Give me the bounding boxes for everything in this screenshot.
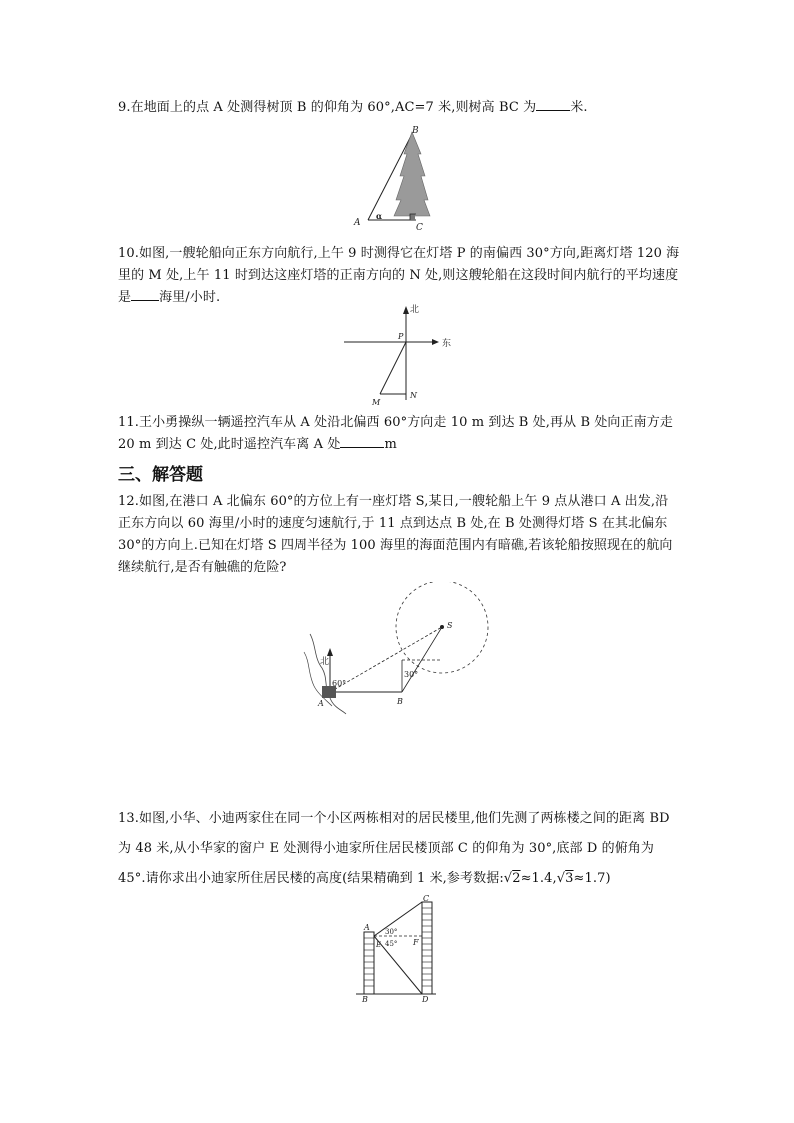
- q9-text: 9.在地面上的点 A 处测得树顶 B 的仰角为 60°,AC=7 米,则树高 BC 为: [118, 100, 537, 115]
- building-left: [364, 932, 374, 994]
- q10-compass-figure: [340, 302, 460, 410]
- q12-label-a: A: [318, 699, 324, 708]
- q10-answer-blank[interactable]: [131, 288, 159, 301]
- q13-label-a: A: [364, 923, 370, 932]
- q13-label-b: B: [362, 995, 368, 1004]
- q10-text-end: 海里/小时.: [159, 290, 221, 305]
- q9-answer-blank[interactable]: [536, 98, 570, 111]
- sqrt-symbol: √: [503, 871, 513, 886]
- q9-label-b: B: [412, 126, 419, 136]
- q13-sqrt3: 3: [565, 871, 574, 886]
- q11-answer-blank[interactable]: [340, 435, 384, 448]
- q13-label-angle30: 30°: [385, 928, 398, 936]
- q13-label-c: C: [423, 894, 430, 903]
- question-13: [118, 804, 680, 894]
- q9-label-alpha: α: [376, 211, 383, 221]
- sqrt-symbol: √: [556, 871, 566, 886]
- q11-text: 11.王小勇操纵一辆遥控汽车从 A 处沿北偏西 60°方向走 10 m 到达 B 处,再从 B 处向正南方走 20 m 到达 C 处,此时遥控汽车离 A 处: [118, 415, 673, 452]
- q10-label-n: N: [410, 391, 417, 400]
- q13-label-d: D: [422, 995, 429, 1004]
- q12-label-b: B: [397, 697, 403, 706]
- q10-label-east: 东: [442, 339, 452, 349]
- q10-label-m: M: [372, 398, 381, 407]
- q9-tree-figure: [346, 124, 446, 232]
- q10-label-p: P: [398, 332, 404, 341]
- q12-port-figure: [296, 582, 496, 720]
- q10-label-north: 北: [410, 305, 420, 315]
- q13-sqrt2: 2: [512, 871, 521, 886]
- question-11: [118, 412, 680, 456]
- question-9: [118, 97, 680, 119]
- q12-label-north: 北: [320, 657, 330, 667]
- q12-label-angle30: 30°: [404, 670, 419, 679]
- q10-text: 10.如图,一艘轮船向正东方向航行,上午 9 时测得它在灯塔 P 的南偏西 30°方向,距离灯塔 120 海里的 M 处,上午 11 时到达这座灯塔的正南方向的 N 处,则这艘轮船在这段时间内航行的平均速度是: [118, 246, 680, 305]
- q13-buildings-figure: [352, 892, 442, 1004]
- q13-label-f: F: [413, 938, 419, 947]
- q13-text-line2: 为 45°.请你求出小迪家所住居民楼的高度(结果精确到 1 米,参考数据:: [118, 841, 655, 886]
- q13-label-angle45: 45°: [385, 940, 398, 948]
- q13-label-e: E: [376, 941, 382, 949]
- q12-label-s: S: [447, 621, 453, 630]
- question-10: [118, 243, 680, 309]
- tree-shape: [394, 132, 430, 216]
- q13-approx1: ≈1.4,: [520, 871, 557, 886]
- question-12: [118, 491, 680, 579]
- q11-text-end: m: [384, 437, 397, 452]
- q12-text: 12.如图,在港口 A 北偏东 60°的方位上有一座灯塔 S,某日,一艘轮船上午 9 点从港口 A 出发,沿正东方向以 60 海里/小时的速度匀速航行,于 11 点到达点 B 处,在 B 处测得灯塔 S 在其北偏东 30°的方向上.已知在灯塔 S 四周半径为 100 海里的海面范围内有暗礁,若该轮船按照现在的航向继续航行,是否有触礁的危险?: [118, 494, 673, 575]
- q9-text-end: 米.: [570, 100, 588, 115]
- q9-label-c: C: [416, 223, 423, 232]
- section-heading: 三、解答题: [118, 465, 203, 485]
- q13-approx2: ≈1.7): [573, 871, 611, 886]
- q12-label-angle60: 60°: [332, 679, 347, 688]
- q9-label-a: A: [354, 218, 361, 228]
- q13-text-line1: 13.如图,小华、小迪两家住在同一个小区两栋相对的居民楼里,他们先测了两栋楼之间的距离 BD 为 48 米,从小华家的窗户 E 处测得小迪家所住居民楼顶部 C 的仰角为 30°,底部 D 的俯角: [118, 811, 670, 856]
